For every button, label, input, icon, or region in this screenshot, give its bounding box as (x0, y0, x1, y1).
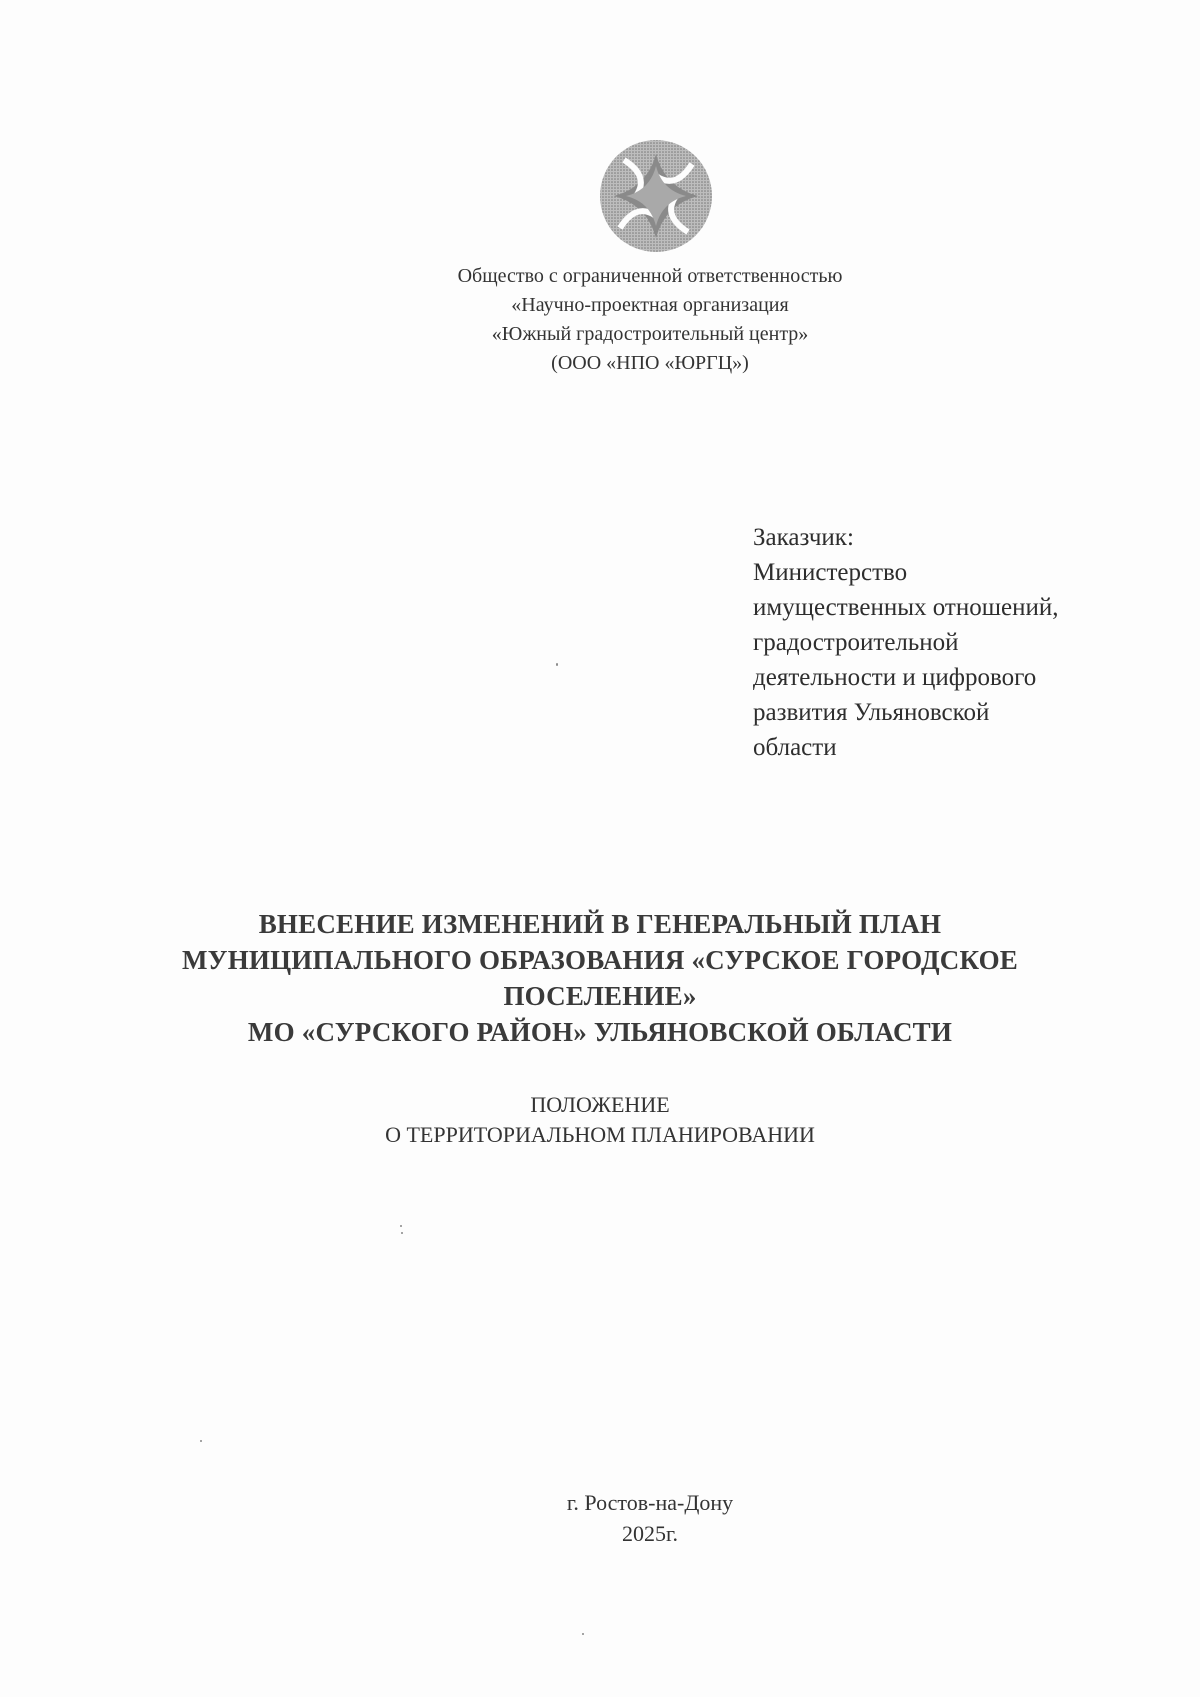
document-subtitle (250, 1090, 950, 1150)
org-line: Общество с ограниченной ответственностью (457, 265, 843, 287)
org-line: «Научно-проектная организация (511, 294, 789, 316)
subtitle-line: О ТЕРРИТОРИАЛЬНОМ ПЛАНИРОВАНИИ (385, 1122, 815, 1147)
scan-speck (556, 663, 558, 666)
customer-line: области (753, 734, 837, 761)
document-title (150, 906, 1050, 1050)
customer-line: Министерство (753, 559, 908, 586)
place-and-date (450, 1487, 850, 1549)
scan-speck (401, 1232, 403, 1234)
title-line: ПОСЕЛЕНИЕ» (503, 981, 697, 1011)
subtitle-line: ПОЛОЖЕНИЕ (530, 1092, 670, 1117)
city-label: г. Ростов-на-Дону (566, 1490, 734, 1515)
customer-label: Заказчик: (753, 524, 854, 551)
title-line: МО «СУРСКОГО РАЙОН» УЛЬЯНОВСКОЙ ОБЛАСТИ (247, 1017, 953, 1047)
customer-line: имущественных отношений, (753, 594, 1059, 621)
org-line: «Южный градостроительный центр» (491, 323, 809, 345)
title-line: ВНЕСЕНИЕ ИЗМЕНЕНИЙ В ГЕНЕРАЛЬНЫЙ ПЛАН (258, 909, 942, 939)
organization-name (300, 262, 1000, 378)
customer-line: градостроительной (753, 629, 959, 656)
customer-block (753, 520, 1153, 765)
org-line: (ООО «НПО «ЮРГЦ») (551, 352, 749, 374)
customer-line: деятельности и цифрового (753, 664, 1037, 691)
scan-speck (400, 1225, 402, 1227)
company-emblem-icon (596, 136, 716, 256)
scan-speck (200, 1440, 202, 1442)
scan-speck (582, 1633, 584, 1635)
customer-line: развития Ульяновской (753, 699, 990, 726)
year-label: 2025г. (621, 1521, 679, 1546)
title-line: МУНИЦИПАЛЬНОГО ОБРАЗОВАНИЯ «СУРСКОЕ ГОРОДСКОЕ (182, 945, 1018, 975)
